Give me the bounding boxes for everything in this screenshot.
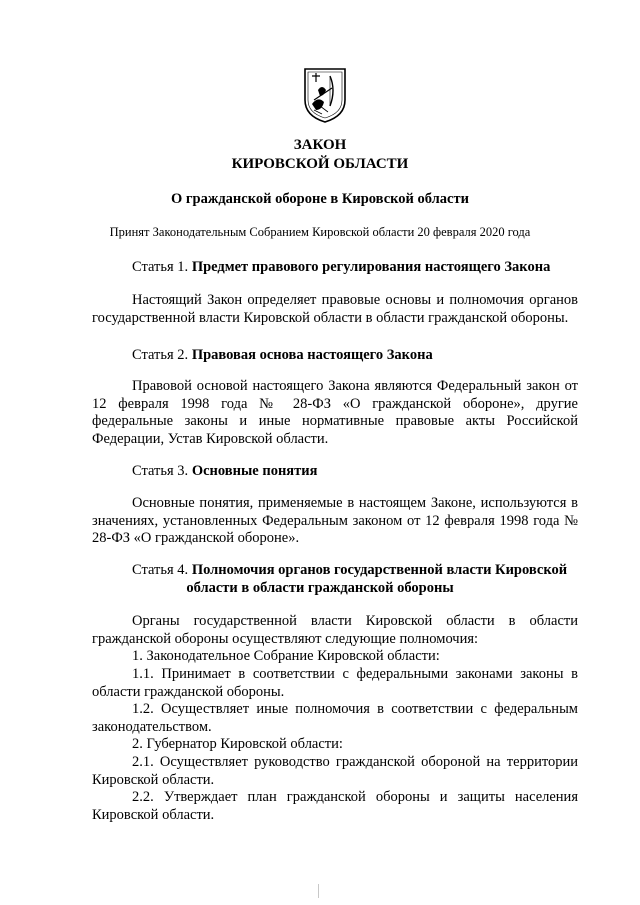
article-4-heading	[132, 561, 567, 580]
adoption-note: Принят Законодательным Собранием Кировской области 20 февраля 2020 года	[109, 225, 531, 239]
article-2-label: Статья 2.	[132, 347, 189, 363]
scan-mark	[318, 884, 319, 898]
article-1-title: Предмет правового регулирования настоящего Закона	[191, 259, 551, 275]
article-2-heading	[132, 346, 433, 365]
article-4-label: Статья 4.	[132, 562, 189, 578]
article-3-title: Основные понятия	[191, 463, 318, 479]
article-2-title: Правовая основа настоящего Закона	[191, 347, 433, 363]
article-4-item: 1. Законодательное Собрание Кировской области:	[132, 648, 440, 664]
law-subject: О гражданской обороне в Кировской области	[171, 191, 469, 207]
article-4-item: 2. Губернатор Кировской области:	[132, 736, 343, 752]
kirov-region-coat-of-arms-icon	[302, 66, 348, 124]
article-4-title-line1: Полномочия органов государственной власти Кировской	[191, 562, 568, 578]
article-4-title-line2: области в области гражданской обороны	[186, 580, 454, 596]
law-label: ЗАКОН	[293, 137, 347, 153]
article-1-label: Статья 1.	[132, 259, 189, 275]
article-4-item: 1.1. Принимает в соответствии с федеральными законами законы в области гражданской обороны.	[92, 666, 578, 700]
article-2-text: Правовой основой настоящего Закона являются Федеральный закон от 12 февраля 1998 года № 28-ФЗ «О гражданской обороне», другие федеральные законы и иные нормативные правовые акты Российской Федерации, Устав Кировской области.	[92, 378, 578, 447]
article-3-label: Статья 3.	[132, 463, 189, 479]
article-4-item: 2.2. Утверждает план гражданской обороны и защиты населения Кировской области.	[92, 789, 578, 823]
article-3-text: Основные понятия, применяемые в настоящем Законе, используются в значениях, установленных Федеральным законом от 12 февраля 1998 года № 28-ФЗ «О гражданской обороне».	[92, 495, 578, 547]
region-name: КИРОВСКОЙ ОБЛАСТИ	[231, 156, 409, 172]
article-1-text: Настоящий Закон определяет правовые основы и полномочия органов государственной власти Кировской области в области гражданской обороны.	[92, 292, 578, 326]
article-3-heading	[132, 462, 317, 481]
article-1-heading	[132, 258, 550, 277]
article-4-item: 2.1. Осуществляет руководство гражданской обороной на территории Кировской области.	[92, 754, 578, 788]
article-4-intro: Органы государственной власти Кировской области в области гражданской обороны осуществляют следующие полномочия:	[92, 613, 578, 647]
article-4-item: 1.2. Осуществляет иные полномочия в соответствии с федеральным законодательством.	[92, 701, 578, 735]
